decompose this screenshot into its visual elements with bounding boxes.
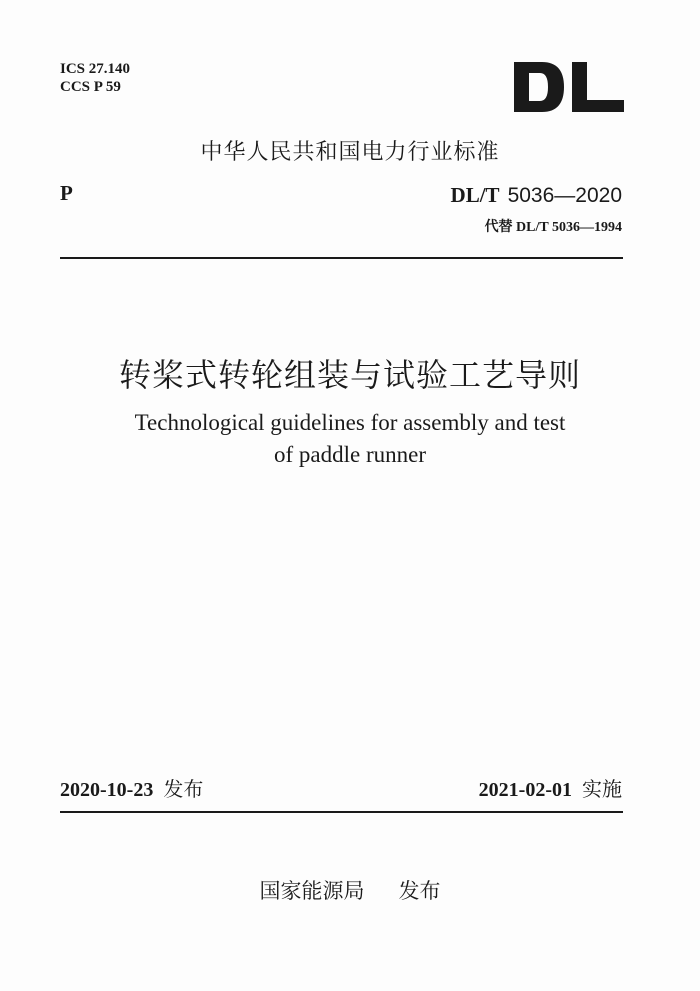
implementation-date: 2021-02-01 bbox=[478, 779, 572, 801]
publisher-label: 发布 bbox=[398, 879, 441, 903]
footer-divider bbox=[60, 811, 623, 813]
dl-logo-icon bbox=[512, 62, 624, 112]
implementation-label: 实施 bbox=[582, 777, 622, 801]
issue-label: 发布 bbox=[163, 777, 204, 801]
standard-code: 5036—2020 bbox=[507, 184, 622, 207]
category-letter: P bbox=[60, 181, 73, 205]
header-divider bbox=[60, 257, 623, 259]
standard-number bbox=[451, 183, 622, 208]
standard-prefix: DL/T bbox=[450, 183, 500, 207]
title-english bbox=[0, 407, 700, 471]
publisher-org: 国家能源局 bbox=[259, 879, 365, 903]
title-english-line-1: Technological guidelines for assembly and test bbox=[134, 410, 566, 435]
classification-codes bbox=[60, 60, 130, 96]
implementation-date-block bbox=[479, 773, 622, 802]
ccs-code: CCS P 59 bbox=[60, 79, 121, 95]
issue-date: 2020-10-23 bbox=[60, 779, 154, 801]
replaces-standard: 代替 DL/T 5036—1994 bbox=[484, 220, 622, 235]
issue-date-block bbox=[60, 773, 203, 802]
publisher-line bbox=[0, 875, 700, 905]
title-chinese: 转桨式转轮组装与试验工艺导则 bbox=[118, 356, 581, 394]
issuing-body-title: 中华人民共和国电力行业标准 bbox=[200, 140, 500, 165]
ics-code: ICS 27.140 bbox=[60, 61, 131, 77]
title-english-line-2: of paddle runner bbox=[274, 442, 426, 467]
